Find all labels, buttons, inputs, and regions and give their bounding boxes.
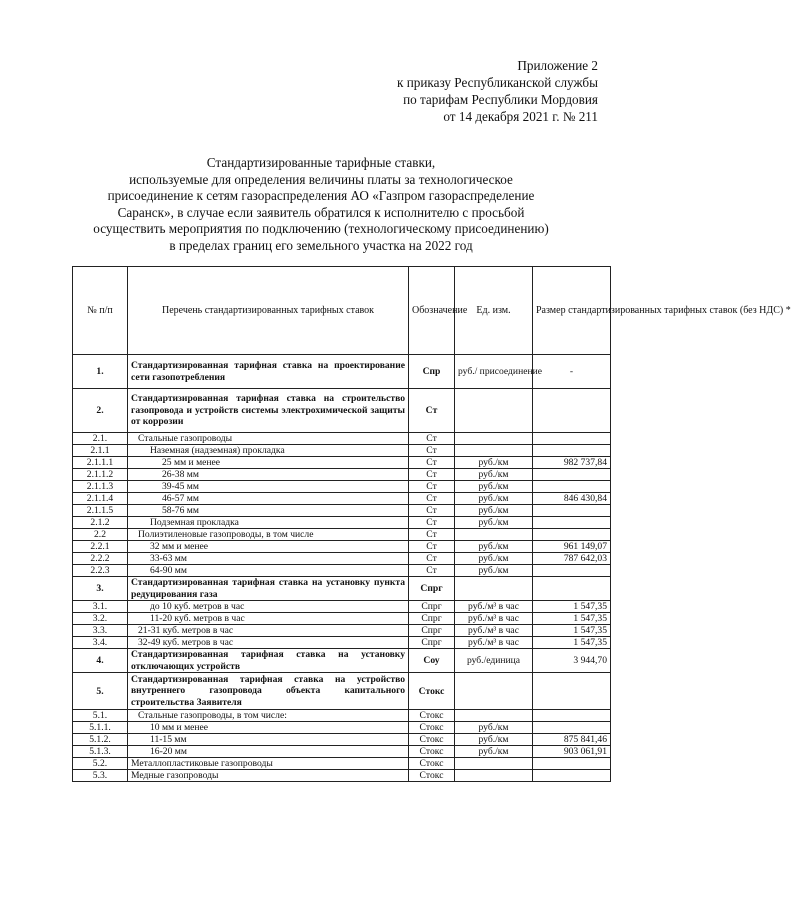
row-number: 2.1.1.5 (73, 505, 128, 517)
row-number: 2. (73, 389, 128, 433)
title-line: осуществить мероприятия по подключению (технологическому присоединению) (93, 221, 549, 236)
title-line: Саранск», в случае если заявитель обратился к исполнителю с просьбой (117, 204, 525, 220)
row-description: 25 мм и менее (128, 457, 409, 469)
table-row (73, 505, 611, 517)
row-value: - (533, 355, 611, 389)
appendix-authority: по тарифам Республики Мордовия (403, 92, 598, 107)
row-number: 1. (73, 355, 128, 389)
row-unit: руб./км (455, 553, 533, 565)
row-description: Стандартизированная тарифная ставка на устройство внутреннего газопровода объекта капитального строительства Заявителя (128, 673, 409, 710)
row-value (533, 445, 611, 457)
row-number: 5.1. (73, 710, 128, 722)
title-line: присоединение к сетям газораспределения АО «Газпром газораспределение (107, 188, 535, 203)
row-designation: Cт (409, 565, 455, 577)
row-value (533, 505, 611, 517)
row-number: 2.1.2 (73, 517, 128, 529)
row-description: Полиэтиленовые газопроводы, в том числе (128, 529, 409, 541)
header-num: № п/п (73, 267, 128, 355)
row-value (533, 577, 611, 601)
table-row (73, 541, 611, 553)
row-value (533, 565, 611, 577)
row-designation: Cпрг (409, 577, 455, 601)
row-value (533, 758, 611, 770)
row-value (533, 673, 611, 710)
row-value (533, 710, 611, 722)
title-line: Стандартизированные тарифные ставки, (206, 155, 436, 170)
appendix-header (298, 57, 598, 125)
row-designation: Cт (409, 517, 455, 529)
header-designation: Обозначение (409, 267, 455, 355)
row-value (533, 469, 611, 481)
row-unit: руб./м³ в час (455, 625, 533, 637)
row-number: 2.1.1 (73, 445, 128, 457)
row-unit (455, 389, 533, 433)
row-designation: Cоу (409, 649, 455, 673)
row-unit (455, 673, 533, 710)
table-row (73, 445, 611, 457)
row-value: 961 149,07 (533, 541, 611, 553)
table-row (73, 469, 611, 481)
row-description: до 10 куб. метров в час (128, 601, 409, 613)
row-description: Стальные газопроводы (128, 433, 409, 445)
table-row (73, 457, 611, 469)
row-number: 2.2.3 (73, 565, 128, 577)
row-designation: Cтокс (409, 770, 455, 782)
row-number: 2.2.2 (73, 553, 128, 565)
document-title (90, 155, 552, 254)
row-value: 1 547,35 (533, 625, 611, 637)
row-unit: руб./км (455, 722, 533, 734)
table-row (73, 722, 611, 734)
row-description: Стальные газопроводы, в том числе: (128, 710, 409, 722)
row-designation: Cт (409, 481, 455, 493)
row-designation: Cт (409, 553, 455, 565)
table-row (73, 493, 611, 505)
row-number: 5.1.1. (73, 722, 128, 734)
row-designation: Cт (409, 469, 455, 481)
row-number: 3.2. (73, 613, 128, 625)
row-designation: Cтокс (409, 673, 455, 710)
row-value (533, 722, 611, 734)
row-number: 2.1.1.1 (73, 457, 128, 469)
header-list: Перечень стандартизированных тарифных ставок (128, 267, 409, 355)
row-designation: Cтокс (409, 758, 455, 770)
appendix-date: от 14 декабря 2021 г. № 211 (443, 109, 598, 124)
row-unit: руб./ присоединение (455, 355, 533, 389)
row-number: 4. (73, 649, 128, 673)
row-designation: Cт (409, 457, 455, 469)
table-row (73, 601, 611, 613)
row-value: 1 547,35 (533, 613, 611, 625)
row-number: 3.1. (73, 601, 128, 613)
row-number: 5. (73, 673, 128, 710)
row-description: 16-20 мм (128, 746, 409, 758)
row-value (533, 517, 611, 529)
table-row (73, 770, 611, 782)
row-unit: руб./м³ в час (455, 601, 533, 613)
row-description: 11-20 куб. метров в час (128, 613, 409, 625)
row-unit (455, 577, 533, 601)
row-unit (455, 770, 533, 782)
row-value: 787 642,03 (533, 553, 611, 565)
table-row (73, 673, 611, 710)
row-number: 2.2.1 (73, 541, 128, 553)
row-description: 26-38 мм (128, 469, 409, 481)
table-row (73, 553, 611, 565)
row-number: 2.1.1.4 (73, 493, 128, 505)
row-description: Подземная прокладка (128, 517, 409, 529)
table-row (73, 355, 611, 389)
table-row (73, 565, 611, 577)
row-number: 3.3. (73, 625, 128, 637)
table-row (73, 758, 611, 770)
header-unit: Ед. изм. (455, 267, 533, 355)
row-designation: Cт (409, 505, 455, 517)
row-number: 5.3. (73, 770, 128, 782)
row-unit: руб./км (455, 505, 533, 517)
row-value: 846 430,84 (533, 493, 611, 505)
row-value: 3 944,70 (533, 649, 611, 673)
table-row (73, 734, 611, 746)
row-number: 3.4. (73, 637, 128, 649)
row-designation: Cт (409, 541, 455, 553)
table-row (73, 389, 611, 433)
table-row (73, 529, 611, 541)
row-designation: Cпрг (409, 625, 455, 637)
table-row (73, 577, 611, 601)
table-row (73, 637, 611, 649)
row-designation: Cт (409, 493, 455, 505)
table-row (73, 746, 611, 758)
row-description: Стандартизированная тарифная ставка на установку пункта редуцирования газа (128, 577, 409, 601)
header-size: Размер стандартизированных тарифных ставок (без НДС) * (533, 267, 611, 355)
row-number: 2.1.1.3 (73, 481, 128, 493)
row-designation: Cпрг (409, 613, 455, 625)
row-designation: Cт (409, 433, 455, 445)
table-row (73, 613, 611, 625)
row-description: 39-45 мм (128, 481, 409, 493)
row-description: Медные газопроводы (128, 770, 409, 782)
row-value: 1 547,35 (533, 601, 611, 613)
row-description: 21-31 куб. метров в час (128, 625, 409, 637)
row-unit: руб./км (455, 469, 533, 481)
row-description: Металлопластиковые газопроводы (128, 758, 409, 770)
title-line: используемые для определения величины платы за технологическое (129, 171, 513, 187)
row-designation: Cтокс (409, 722, 455, 734)
row-designation: Cтокс (409, 746, 455, 758)
row-description: 32 мм и менее (128, 541, 409, 553)
table-row (73, 649, 611, 673)
row-unit: руб./км (455, 541, 533, 553)
row-value: 875 841,46 (533, 734, 611, 746)
row-value (533, 481, 611, 493)
row-unit (455, 758, 533, 770)
row-designation: Cпрг (409, 637, 455, 649)
table-row (73, 433, 611, 445)
row-unit: руб./км (455, 565, 533, 577)
row-value (533, 433, 611, 445)
table-row (73, 625, 611, 637)
row-unit: руб./км (455, 746, 533, 758)
row-description: 32-49 куб. метров в час (128, 637, 409, 649)
row-unit: руб./м³ в час (455, 637, 533, 649)
table-row (73, 710, 611, 722)
row-value (533, 529, 611, 541)
row-description: Стандартизированная тарифная ставка на строительство газопровода и устройств системы электрохимической защиты от коррозии (128, 389, 409, 433)
appendix-title: Приложение 2 (517, 58, 598, 73)
row-value (533, 389, 611, 433)
row-unit: руб./м³ в час (455, 613, 533, 625)
row-designation: Cпрг (409, 601, 455, 613)
row-number: 5.2. (73, 758, 128, 770)
row-description: 64-90 мм (128, 565, 409, 577)
title-line: в пределах границ его земельного участка на 2022 год (169, 237, 473, 253)
row-description: 33-63 мм (128, 553, 409, 565)
row-designation: Cт (409, 389, 455, 433)
table-row (73, 481, 611, 493)
row-number: 5.1.3. (73, 746, 128, 758)
row-value: 903 061,91 (533, 746, 611, 758)
row-number: 2.1. (73, 433, 128, 445)
row-value (533, 770, 611, 782)
row-description: Наземная (надземная) прокладка (128, 445, 409, 457)
row-unit: руб./км (455, 493, 533, 505)
row-number: 2.1.1.2 (73, 469, 128, 481)
row-description: 58-76 мм (128, 505, 409, 517)
row-number: 2.2 (73, 529, 128, 541)
row-description: Стандартизированная тарифная ставка на установку отключающих устройств (128, 649, 409, 673)
table-row (73, 517, 611, 529)
row-description: 11-15 мм (128, 734, 409, 746)
row-designation: Cтокс (409, 734, 455, 746)
row-number: 3. (73, 577, 128, 601)
row-unit: руб./км (455, 457, 533, 469)
row-description: 46-57 мм (128, 493, 409, 505)
row-value: 982 737,84 (533, 457, 611, 469)
row-designation: Cт (409, 529, 455, 541)
row-unit: руб./км (455, 481, 533, 493)
row-unit (455, 433, 533, 445)
row-description: 10 мм и менее (128, 722, 409, 734)
row-unit (455, 529, 533, 541)
row-description: Стандартизированная тарифная ставка на проектирование сети газопотребления (128, 355, 409, 389)
row-designation: Cтокс (409, 710, 455, 722)
row-unit: руб./км (455, 517, 533, 529)
row-unit: руб./км (455, 734, 533, 746)
row-unit (455, 710, 533, 722)
row-unit (455, 445, 533, 457)
row-value: 1 547,35 (533, 637, 611, 649)
row-designation: Cпр (409, 355, 455, 389)
tariff-table (72, 266, 791, 782)
appendix-order: к приказу Республиканской службы (396, 75, 598, 90)
table-header-row (73, 267, 611, 355)
row-designation: Cт (409, 445, 455, 457)
row-number: 5.1.2. (73, 734, 128, 746)
row-unit: руб./единица (455, 649, 533, 673)
